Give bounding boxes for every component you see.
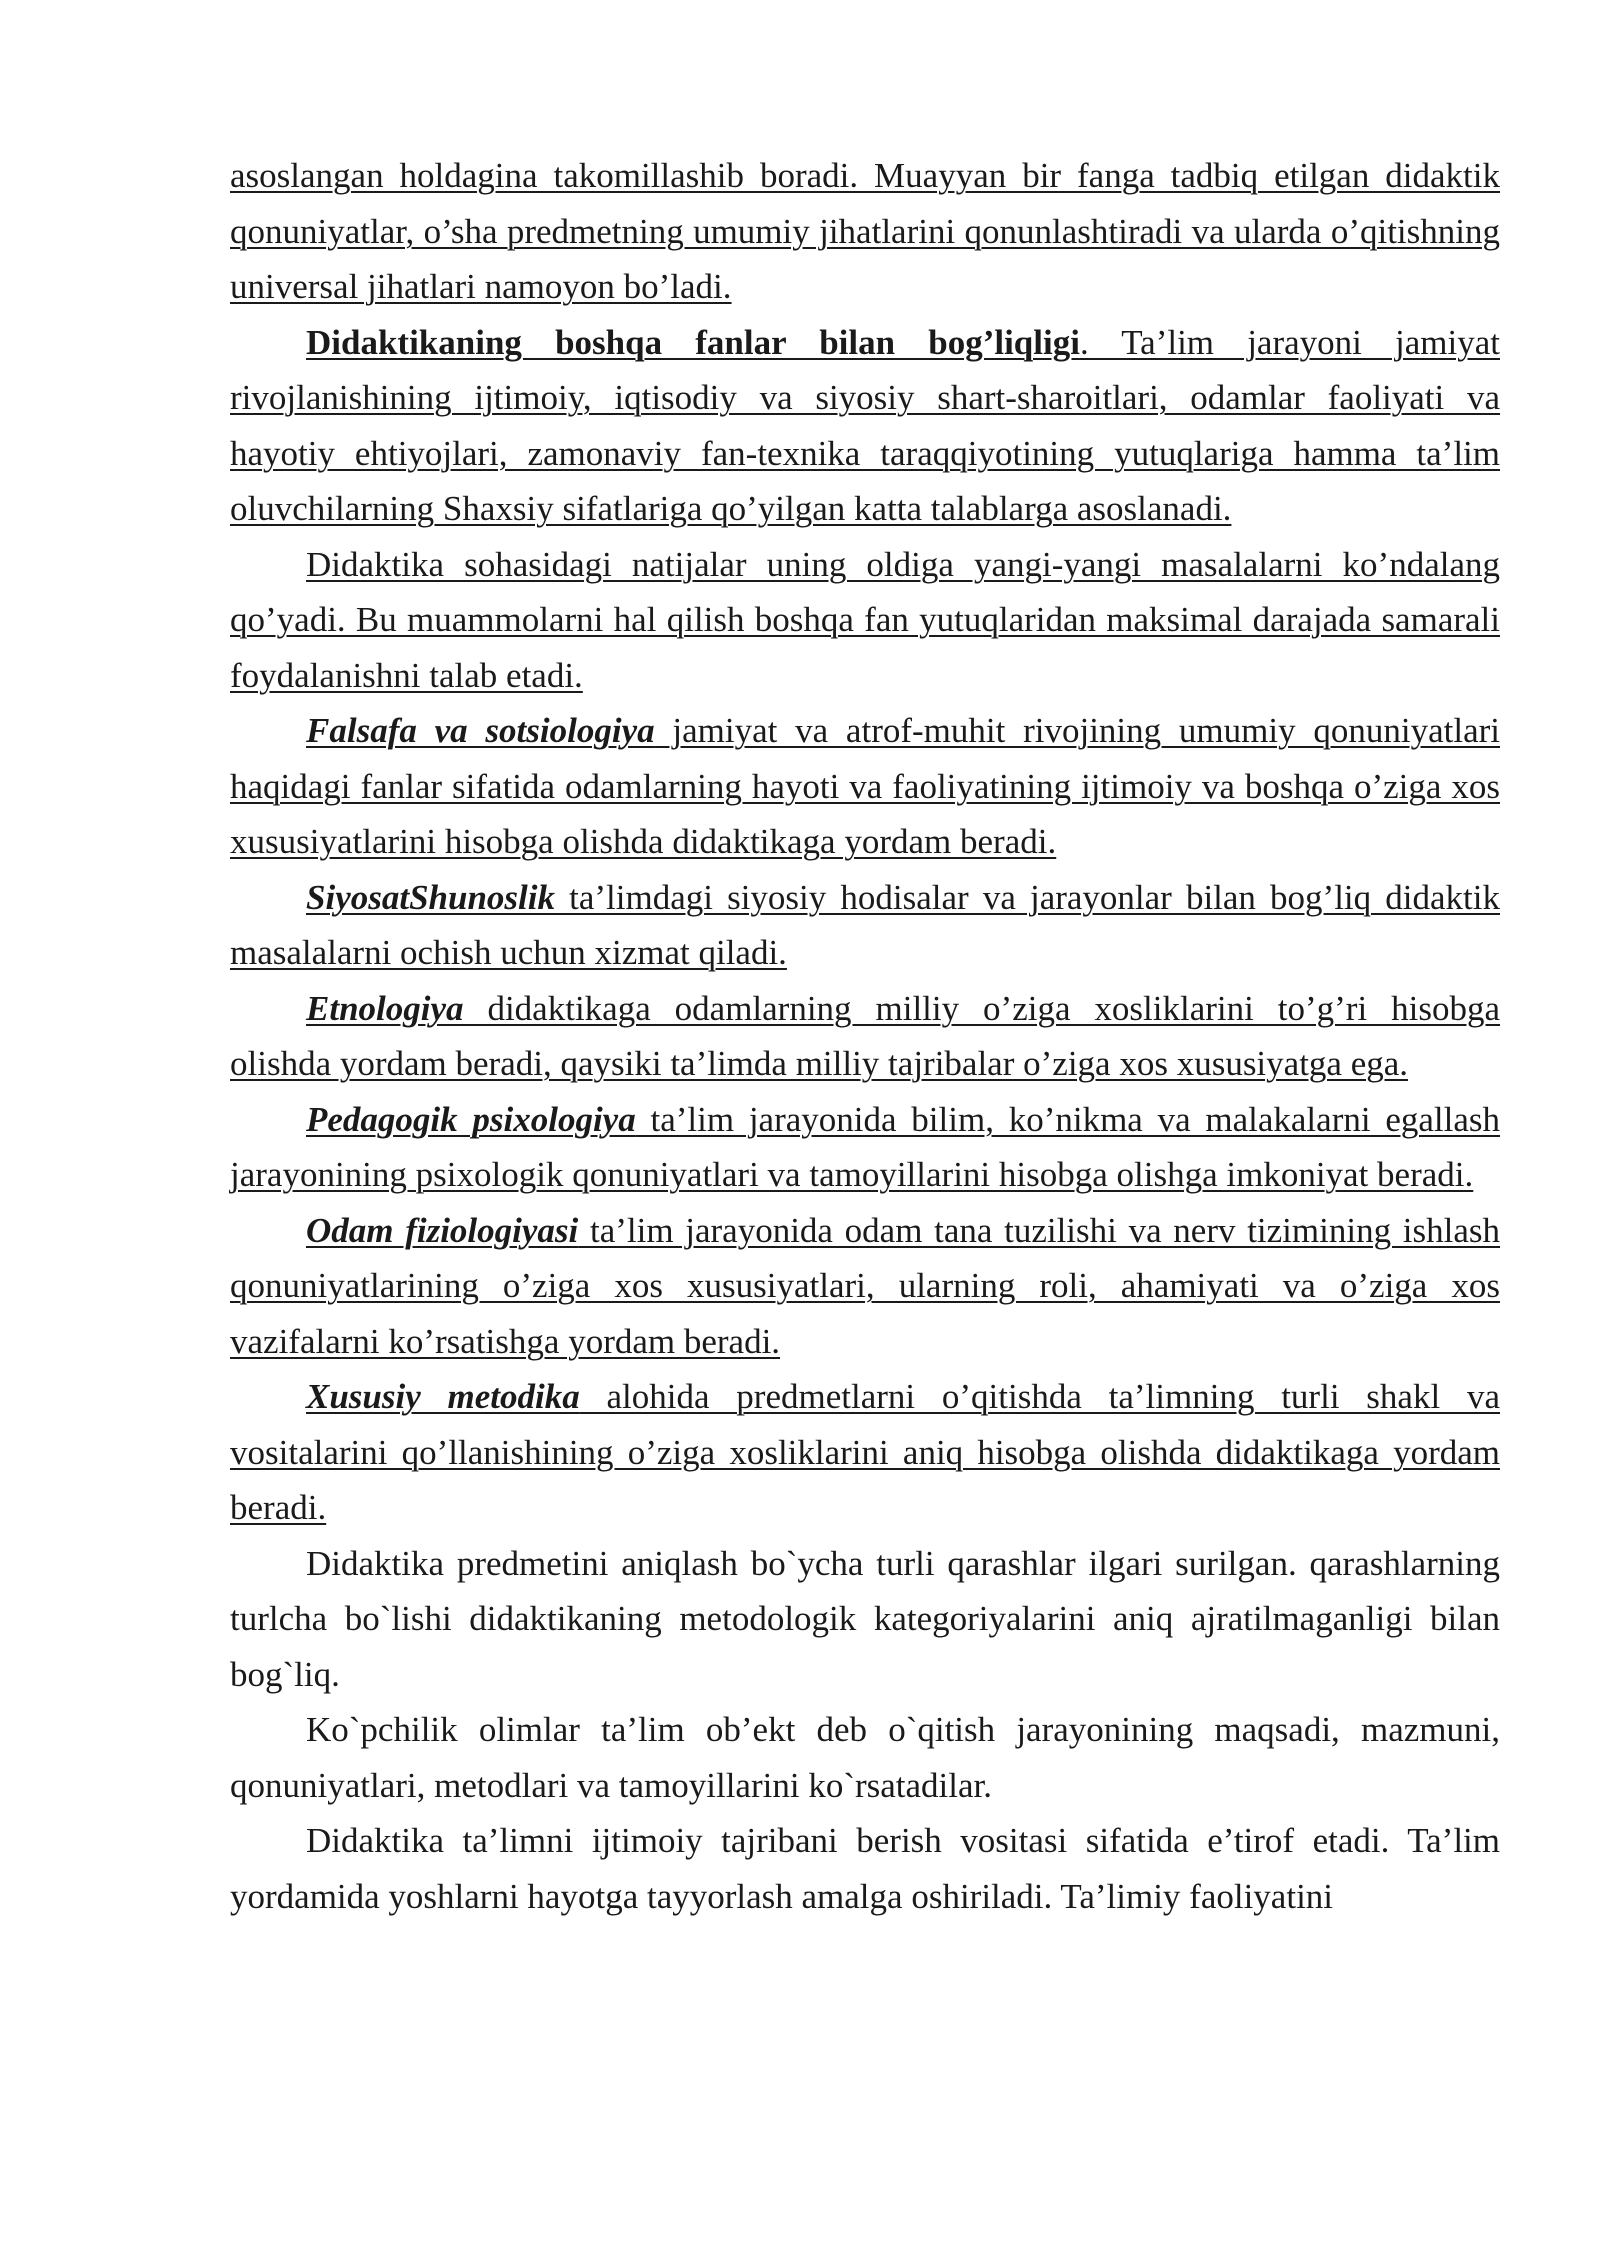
paragraph-text: Ko`pchilik olimlar ta’lim ob’ekt deb o`qitish jarayonining maqsadi, mazmuni, qonuniyatlari, metodlari va tamoyillarini ko`rsatadilar. [230, 1710, 1500, 1805]
paragraph-text: ta’lim jarayonida bilim, ko’nikma va malakalarni egallash jarayonining psixologik qonuniyatlari va tamoyillarini hisobga olishga imkoniyat beradi. [230, 1099, 1501, 1194]
paragraph-text: alohida predmetlarni o’qitishda ta’limning turli shakl va vositalarini qo’llanishining o’ziga xosliklarini aniq hisobga olishda didaktikaga yordam beradi. [230, 1377, 1500, 1527]
paragraph-3 [230, 537, 1500, 704]
document-page [230, 148, 1500, 1924]
paragraph-text: didaktikaga odamlarning milliy o’ziga xosliklarini to’g’ri hisobga olishda yordam beradi, qaysiki ta’limda milliy tajribalar o’ziga xos xususiyatga ega. [230, 988, 1500, 1083]
paragraph-6 [230, 981, 1500, 1092]
paragraph-text: asoslangan holdagina takomillashib boradi. Muayyan bir fanga tadbiq etilgan didaktik qonuniyatlar, o’sha predmetning umumiy jihatlarini qonunlashtiradi va ularda o’qitishning universal jihatlari namoyon bo’ladi. [230, 156, 1500, 306]
paragraph-4 [230, 703, 1500, 870]
paragraph-text: Didaktika ta’limni ijtimoiy tajribani berish vositasi sifatida e’tirof etadi. Ta’lim yordamida yoshlarni hayotga tayyorlash amalga oshiriladi. Ta’limiy faoliyatini [230, 1821, 1500, 1916]
term-heading: SiyosatShunoslik [306, 877, 555, 917]
term-heading: Falsafa va sotsiologiya [306, 711, 655, 750]
paragraph-text: ta’lim jarayonida odam tana tuzilishi va nerv tizimining ishlash qonuniyatlarining o’ziga xos xususiyatlari, ularning roli, ahamiyati va o’ziga xos vazifalarni ko’rsatishga yordam beradi. [230, 1210, 1501, 1361]
paragraph-11 [230, 1702, 1500, 1813]
term-heading: Etnologiya [306, 988, 464, 1028]
term-heading: Odam fiziologiyasi [306, 1210, 579, 1250]
paragraph-text: jamiyat va atrof-muhit rivojining umumiy qonuniyatlari haqidagi fanlar sifatida odamlarning hayoti va faoliyatining ijtimoiy va boshqa o’ziga xos xususiyatlarini hisobga olishda didaktikaga yordam beradi. [230, 711, 1500, 861]
paragraph-text: ta’limdagi siyosiy hodisalar va jarayonlar bilan bog’liq didaktik masalalarni ochish uchun xizmat qiladi. [230, 877, 1500, 972]
section-heading: Didaktikaning boshqa fanlar bilan bog’liqligi [306, 322, 1080, 362]
paragraph-9 [230, 1369, 1500, 1536]
paragraph-10 [230, 1536, 1500, 1703]
paragraph-2 [230, 315, 1500, 537]
term-heading: Pedagogik psixologiya [306, 1099, 636, 1139]
paragraph-text: . Ta’lim jarayoni jamiyat rivojlanishining ijtimoiy, iqtisodiy va siyosiy shart-sharoitlari, odamlar faoliyati va hayotiy ehtiyojlari, zamonaviy fan-texnika taraqqiyotining yutuqlariga hamma ta’lim oluvchilarning Shaxsiy sifatlariga qo’yilgan katta talablarga asoslanadi. [230, 322, 1501, 528]
paragraph-text: Didaktika sohasidagi natijalar uning oldiga yangi-yangi masalalarni ko’ndalang qo’yadi. Bu muammolarni hal qilish boshqa fan yutuqlaridan maksimal darajada samarali foydalanishni talab etadi. [230, 544, 1500, 695]
paragraph-text: Didaktika predmetini aniqlash bo`ycha turli qarashlar ilgari surilgan. qarashlarning turlcha bo`lishi didaktikaning metodologik kategoriyalarini aniq ajratilmaganligi bilan bog`liq. [230, 1543, 1500, 1694]
paragraph-1 [230, 148, 1500, 315]
paragraph-7 [230, 1092, 1500, 1203]
paragraph-12 [230, 1813, 1500, 1924]
paragraph-5 [230, 870, 1500, 981]
paragraph-8 [230, 1203, 1500, 1370]
term-heading: Xususiy metodika [306, 1377, 580, 1416]
